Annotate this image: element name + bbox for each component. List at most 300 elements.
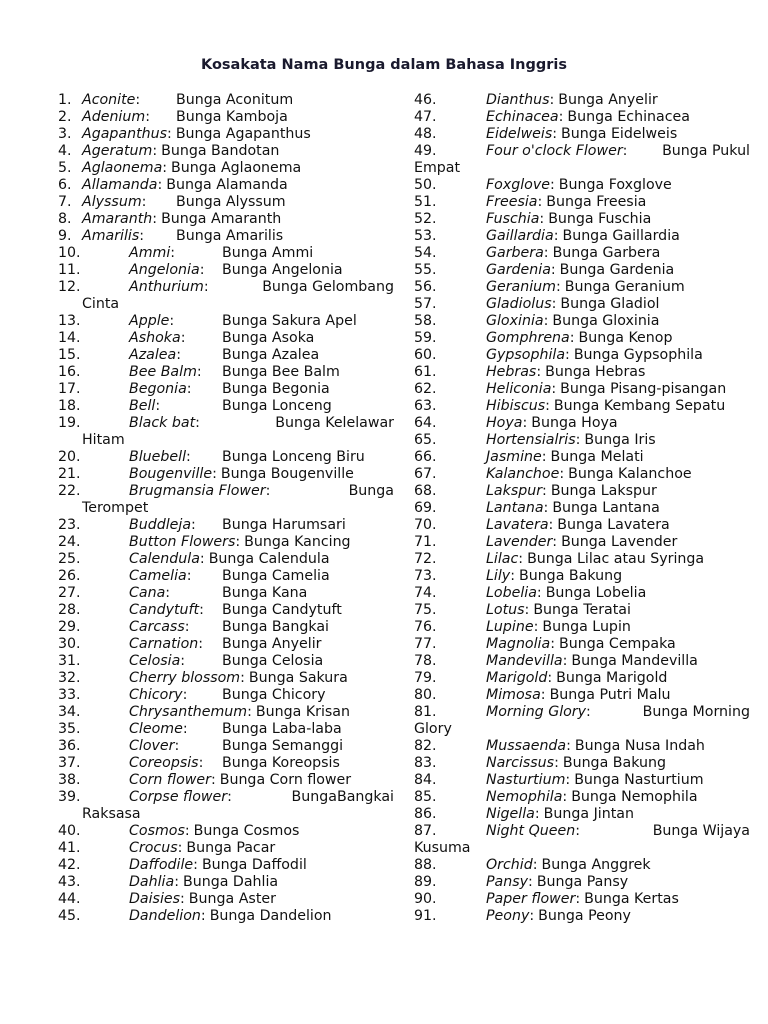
item-number: 36. (58, 738, 81, 754)
flower-term: Morning Glory (486, 704, 587, 720)
flower-term: Ashoka (129, 330, 181, 346)
list-item (58, 279, 394, 313)
flower-term: Kalanchoe (486, 466, 560, 482)
list-item (58, 551, 394, 568)
list-item (414, 500, 750, 517)
flower-meaning: Bunga Gaillardia (562, 228, 680, 244)
colon-separator: : (559, 466, 565, 482)
item-number: 31. (58, 653, 81, 669)
colon-separator: : (575, 891, 581, 907)
list-item (414, 109, 750, 126)
flower-term: Bee Balm (129, 364, 197, 380)
colon-separator: : (182, 721, 188, 737)
list-item (414, 874, 750, 891)
item-number: 24. (58, 534, 81, 550)
flower-term: Gloxinia (486, 313, 544, 329)
flower-meaning: Bunga (348, 483, 394, 499)
colon-separator: : (551, 296, 557, 312)
flower-meaning: Bunga Lobelia (545, 585, 647, 601)
flower-term: Candytuft (129, 602, 200, 618)
flower-term: Paper flower (486, 891, 576, 907)
item-number: 77. (414, 636, 437, 652)
flower-meaning: Bunga Garbera (552, 245, 661, 261)
left-column (58, 92, 394, 925)
list-item (414, 92, 750, 109)
flower-meaning: Bunga Candytuft (222, 602, 342, 618)
flower-meaning: Bunga Nasturtium (574, 772, 704, 788)
flower-meaning: Bunga Begonia (222, 381, 330, 397)
flower-term: Aglaonema (82, 160, 163, 176)
colon-separator: : (586, 704, 591, 720)
flower-term: Gladiolus (486, 296, 552, 312)
flower-term: Geranium (486, 279, 556, 295)
flower-meaning: Bunga Bee Balm (222, 364, 340, 380)
flower-meaning: Bunga Wijaya (652, 823, 750, 839)
item-number: 72. (414, 551, 437, 567)
flower-term: Lavender (486, 534, 553, 550)
item-number: 54. (414, 245, 437, 261)
flower-meaning: Bunga Marigold (556, 670, 668, 686)
list-item (414, 126, 750, 143)
list-item (414, 449, 750, 466)
flower-meaning: Bunga Hebras (545, 364, 646, 380)
flower-meaning: Bunga Kenop (578, 330, 673, 346)
colon-separator: : (569, 330, 575, 346)
item-number: 14. (58, 330, 81, 346)
flower-term: Freesia (486, 194, 538, 210)
flower-meaning: Bunga Anyelir (558, 92, 658, 108)
flower-meaning: Bunga Cosmos (193, 823, 300, 839)
flower-meaning: Bunga Corn flower (219, 772, 352, 788)
flower-meaning: Bunga Dahlia (182, 874, 279, 890)
flower-meaning: Bunga Amaranth (161, 211, 282, 227)
item-number: 88. (414, 857, 437, 873)
colon-separator: : (550, 636, 555, 652)
flower-term: Angelonia (129, 262, 200, 278)
colon-separator: : (537, 194, 543, 210)
colon-separator: : (195, 415, 200, 431)
colon-separator: : (165, 585, 171, 601)
flower-term: Dianthus (486, 92, 550, 108)
item-number: 63. (414, 398, 437, 414)
item-number: 19. (58, 415, 81, 431)
flower-meaning: Bunga Kancing (244, 534, 351, 550)
flower-term: Mussaenda (486, 738, 567, 754)
item-number: 75. (414, 602, 437, 618)
colon-separator: : (227, 789, 232, 805)
item-number: 34. (58, 704, 81, 720)
flower-meaning: Bunga Gelombang (262, 279, 394, 295)
flower-meaning: Bunga Lonceng Biru (222, 449, 365, 465)
item-number: 47. (414, 109, 437, 125)
list-item (414, 551, 750, 568)
list-item (414, 211, 750, 228)
colon-separator: : (547, 670, 553, 686)
flower-term: Lobelia (486, 585, 537, 601)
item-number: 39. (58, 789, 81, 805)
item-number: 83. (414, 755, 437, 771)
colon-separator: : (562, 653, 568, 669)
flower-term: Buddleja (129, 517, 192, 533)
list-item (58, 755, 394, 772)
list-item (58, 857, 394, 874)
flower-term: Bell (129, 398, 156, 414)
flower-meaning: Bunga Koreopsis (222, 755, 340, 771)
list-item (58, 619, 394, 636)
item-number: 42. (58, 857, 81, 873)
flower-meaning: Bunga Teratai (533, 602, 631, 618)
flower-meaning: Bunga Camelia (222, 568, 330, 584)
colon-separator: : (170, 245, 176, 261)
list-item (58, 568, 394, 585)
flower-meaning: Bunga Lavender (561, 534, 678, 550)
colon-separator: : (539, 211, 545, 227)
list-item (414, 653, 750, 670)
flower-term: Bluebell (129, 449, 187, 465)
item-number: 8. (58, 211, 72, 227)
flower-meaning: Bunga Lupin (542, 619, 631, 635)
item-number: 55. (414, 262, 437, 278)
item-number: 78. (414, 653, 437, 669)
item-number: 84. (414, 772, 437, 788)
list-item (414, 262, 750, 279)
flower-term: Agapanthus (82, 126, 168, 142)
colon-separator: : (139, 228, 145, 244)
colon-separator: : (235, 534, 241, 550)
flower-term: Hortensialris (486, 432, 576, 448)
flower-term: Anthurium (129, 279, 204, 295)
colon-separator: : (199, 262, 205, 278)
item-number: 25. (58, 551, 81, 567)
colon-separator: : (562, 789, 568, 805)
colon-separator: : (247, 704, 252, 720)
item-number: 49. (414, 143, 437, 159)
flower-term: Chicory (129, 687, 183, 703)
flower-term: Allamanda (82, 177, 158, 193)
flower-term: Four o'clock Flower (486, 143, 623, 159)
colon-separator: : (155, 398, 161, 414)
item-number: 69. (414, 500, 437, 516)
colon-separator: : (212, 466, 217, 482)
colon-separator: : (184, 823, 190, 839)
list-item (58, 653, 394, 670)
flower-term: Lupine (486, 619, 534, 635)
item-number: 22. (58, 483, 81, 499)
flower-meaning: Bunga Harumsari (222, 517, 346, 533)
list-item (414, 636, 750, 653)
list-item (414, 347, 750, 364)
item-number: 61. (414, 364, 437, 380)
list-item (58, 415, 394, 449)
item-number: 90. (414, 891, 437, 907)
list-item (58, 738, 394, 755)
list-item (58, 891, 394, 908)
item-number: 1. (58, 92, 72, 108)
flower-term: Garbera (486, 245, 544, 261)
flower-term: Calendula (129, 551, 200, 567)
item-number: 53. (414, 228, 437, 244)
list-item (58, 347, 394, 364)
colon-separator: : (180, 653, 186, 669)
colon-separator: : (152, 211, 158, 227)
item-number: 79. (414, 670, 437, 686)
item-number: 74. (414, 585, 437, 601)
colon-separator: : (543, 313, 549, 329)
colon-separator: : (518, 551, 524, 567)
flower-term: Jasmine (486, 449, 542, 465)
list-item (58, 483, 394, 517)
flower-term: Narcissus (486, 755, 555, 771)
flower-meaning: Bunga Nusa Indah (574, 738, 705, 754)
colon-separator: : (167, 126, 172, 142)
flower-term: Daffodile (129, 857, 194, 873)
item-number: 50. (414, 177, 437, 193)
flower-term: Crocus (129, 840, 178, 856)
list-item (414, 534, 750, 551)
flower-meaning: Bunga Putri Malu (549, 687, 671, 703)
item-number: 52. (414, 211, 437, 227)
colon-separator: : (543, 500, 549, 516)
flower-term: Hibiscus (486, 398, 546, 414)
flower-meaning: Bunga Bakung (518, 568, 623, 584)
flower-term: Brugmansia Flower (129, 483, 266, 499)
flower-meaning: Bunga Kertas (584, 891, 679, 907)
flower-meaning: Bunga Alamanda (166, 177, 288, 193)
list-item (58, 313, 394, 330)
flower-term: Ageratum (82, 143, 153, 159)
flower-term: Nemophila (486, 789, 563, 805)
item-number: 28. (58, 602, 81, 618)
list-item (414, 381, 750, 398)
colon-separator: : (540, 687, 546, 703)
item-number: 32. (58, 670, 81, 686)
list-item (414, 296, 750, 313)
flower-term: Pansy (486, 874, 529, 890)
item-number: 60. (414, 347, 437, 363)
list-item (414, 143, 750, 177)
colon-separator: : (182, 687, 188, 703)
flower-meaning: Bunga Geranium (564, 279, 685, 295)
flower-term: Eidelweis (486, 126, 553, 142)
colon-separator: : (196, 364, 202, 380)
colon-separator: : (552, 534, 558, 550)
list-item (58, 874, 394, 891)
colon-separator: : (265, 483, 271, 499)
flower-meaning: Bunga Melati (550, 449, 644, 465)
flower-term: Lily (486, 568, 511, 584)
flower-meaning: Bunga Ammi (222, 245, 314, 261)
flower-meaning: BungaBangkai (291, 789, 394, 805)
flower-meaning: Bunga Gloxinia (552, 313, 660, 329)
list-item (414, 619, 750, 636)
colon-separator: : (522, 415, 528, 431)
flower-meaning: Bunga Aconitum (176, 92, 294, 108)
flower-meaning: Bunga Agapanthus (175, 126, 311, 142)
colon-separator: : (510, 568, 515, 584)
item-number: 48. (414, 126, 437, 142)
flower-meaning: Bunga Bakung (562, 755, 666, 771)
colon-separator: : (157, 177, 163, 193)
continuation: Raksasa (82, 806, 141, 822)
flower-meaning: Bunga Lantana (552, 500, 660, 516)
colon-separator: : (556, 279, 561, 295)
item-number: 62. (414, 381, 437, 397)
flower-meaning: Bunga Laba-laba (222, 721, 342, 737)
colon-separator: : (186, 381, 192, 397)
item-number: 89. (414, 874, 437, 890)
colon-separator: : (558, 109, 564, 125)
item-number: 56. (414, 279, 437, 295)
list-item (414, 908, 750, 925)
flower-term: Amaranth (82, 211, 153, 227)
list-item (58, 143, 394, 160)
item-number: 2. (58, 109, 72, 125)
flower-meaning: Bunga Pukul (662, 143, 750, 159)
item-number: 17. (58, 381, 81, 397)
list-item (414, 228, 750, 245)
list-item (58, 262, 394, 279)
colon-separator: : (536, 585, 542, 601)
flower-term: Dandelion (129, 908, 201, 924)
flower-term: Fuschia (486, 211, 540, 227)
colon-separator: : (529, 908, 535, 924)
item-number: 65. (414, 432, 437, 448)
list-item (58, 704, 394, 721)
flower-meaning: Bunga Krisan (255, 704, 350, 720)
colon-separator: : (575, 432, 581, 448)
item-number: 16. (58, 364, 81, 380)
item-number: 21. (58, 466, 81, 482)
list-item (58, 177, 394, 194)
continuation: Empat (414, 160, 461, 176)
item-number: 91. (414, 908, 437, 924)
colon-separator: : (553, 228, 559, 244)
list-item (58, 772, 394, 789)
item-number: 3. (58, 126, 72, 142)
list-item (414, 568, 750, 585)
colon-separator: : (565, 347, 570, 363)
list-item (58, 449, 394, 466)
flower-term: Cosmos (129, 823, 185, 839)
list-item (58, 840, 394, 857)
flower-meaning: Bunga Azalea (222, 347, 320, 363)
colon-separator: : (534, 806, 540, 822)
continuation: Hitam (82, 432, 125, 448)
flower-term: Cana (129, 585, 166, 601)
flower-term: Bougenville (129, 466, 213, 482)
flower-meaning: Bunga Hoya (531, 415, 618, 431)
colon-separator: : (532, 857, 538, 873)
flower-term: Dahlia (129, 874, 175, 890)
flower-meaning: Bunga Gypsophila (573, 347, 703, 363)
flower-term: Magnolia (486, 636, 551, 652)
flower-term: Heliconia (486, 381, 552, 397)
flower-term: Gardenia (486, 262, 551, 278)
item-number: 85. (414, 789, 437, 805)
colon-separator: : (191, 517, 196, 533)
colon-separator: : (240, 670, 245, 686)
item-number: 18. (58, 398, 81, 414)
colon-separator: : (152, 143, 158, 159)
list-item (58, 687, 394, 704)
flower-term: Chrysanthemum (129, 704, 248, 720)
list-item (414, 772, 750, 789)
colon-separator: : (550, 262, 556, 278)
colon-separator: : (210, 772, 216, 788)
item-number: 58. (414, 313, 437, 329)
item-number: 33. (58, 687, 81, 703)
item-number: 68. (414, 483, 437, 499)
list-item (414, 687, 750, 704)
list-item (414, 857, 750, 874)
right-column (414, 92, 750, 925)
flower-term: Lakspur (486, 483, 543, 499)
item-number: 44. (58, 891, 81, 907)
flower-term: Peony (486, 908, 530, 924)
flower-meaning: Bunga Morning (642, 704, 750, 720)
item-number: 23. (58, 517, 81, 533)
flower-term: Cherry blossom (129, 670, 241, 686)
list-item (414, 415, 750, 432)
colon-separator: : (180, 330, 186, 346)
flower-term: Foxglove (486, 177, 550, 193)
flower-term: Carcass (129, 619, 185, 635)
flower-meaning: Bunga Mandevilla (571, 653, 698, 669)
flower-term: Apple (129, 313, 170, 329)
colon-separator: : (141, 194, 147, 210)
flower-term: Adenium (82, 109, 146, 125)
colon-separator: : (180, 891, 185, 907)
list-item (58, 211, 394, 228)
colon-separator: : (542, 483, 547, 499)
colon-separator: : (543, 245, 549, 261)
list-item (58, 585, 394, 602)
colon-separator: : (528, 874, 533, 890)
flower-meaning: Bunga Asoka (222, 330, 315, 346)
list-item (414, 483, 750, 500)
flower-meaning: Bunga Kelelawar (275, 415, 394, 431)
colon-separator: : (186, 568, 192, 584)
flower-term: Mimosa (486, 687, 541, 703)
list-item (414, 194, 750, 211)
colon-separator: : (162, 160, 168, 176)
flower-meaning: Bunga Lonceng (222, 398, 332, 414)
flower-term: Begonia (129, 381, 187, 397)
list-item (58, 109, 394, 126)
colon-separator: : (199, 551, 205, 567)
list-item (58, 245, 394, 262)
item-number: 87. (414, 823, 437, 839)
flower-meaning: Bunga Kamboja (176, 109, 288, 125)
flower-meaning: Bunga Freesia (546, 194, 647, 210)
flower-term: Black bat (129, 415, 196, 431)
flower-term: Night Queen (486, 823, 576, 839)
item-number: 11. (58, 262, 81, 278)
flower-term: Nigella (486, 806, 535, 822)
flower-meaning: Bunga Echinacea (567, 109, 690, 125)
list-item (414, 806, 750, 823)
list-item (58, 330, 394, 347)
colon-separator: : (198, 755, 204, 771)
item-number: 80. (414, 687, 437, 703)
colon-separator: : (199, 602, 204, 618)
colon-separator: : (186, 449, 191, 465)
flower-term: Amarilis (82, 228, 140, 244)
list-item (58, 194, 394, 211)
flower-meaning: Bunga Fuschia (548, 211, 652, 227)
item-number: 15. (58, 347, 81, 363)
item-number: 59. (414, 330, 437, 346)
